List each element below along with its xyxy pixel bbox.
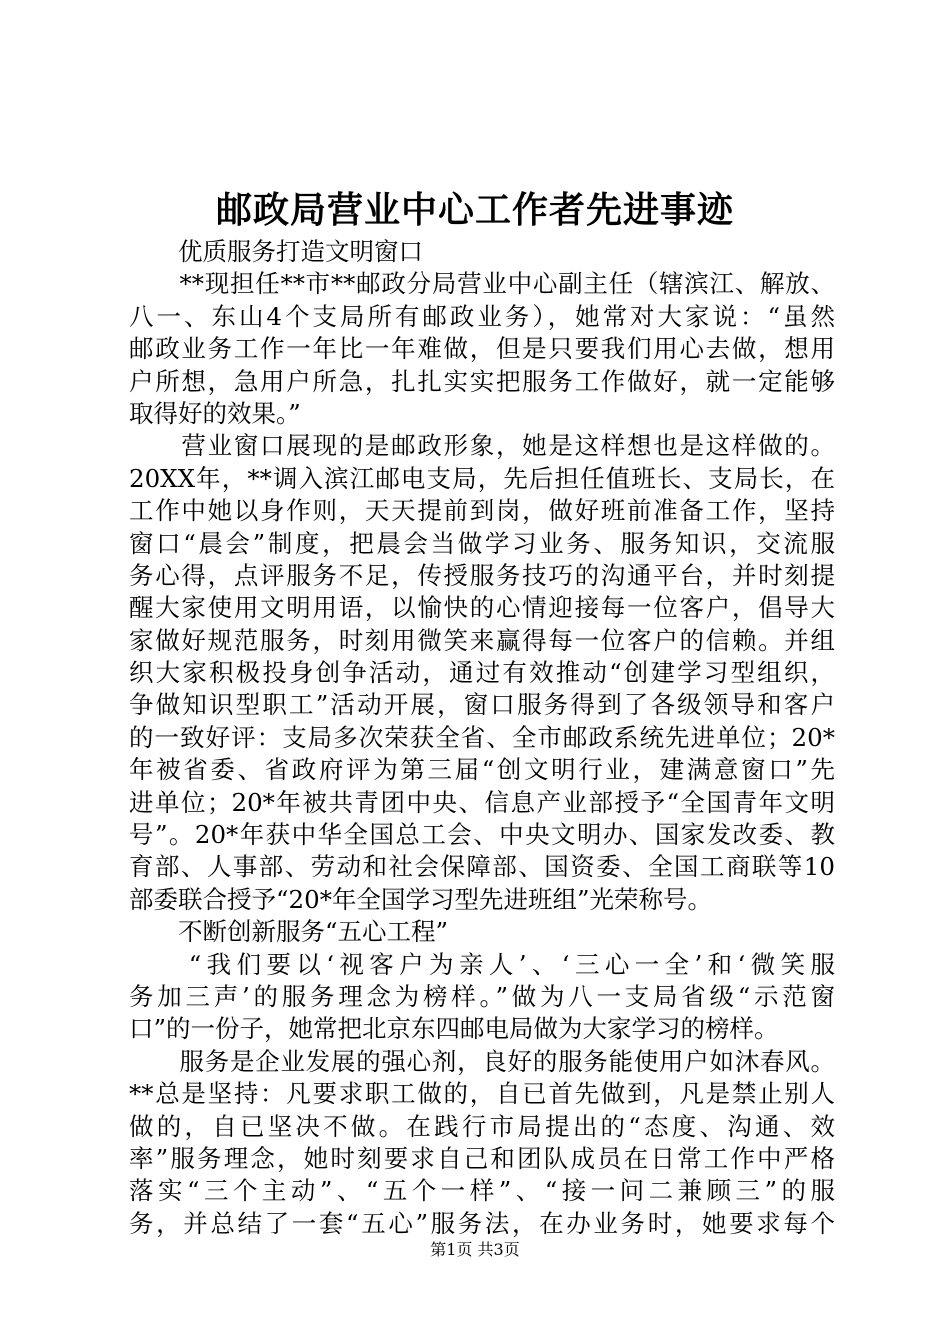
paragraph-line: “我们要以‘视客户为亲人’、‘三心一全’和‘微笑服 xyxy=(129,949,835,979)
paragraph-line: 争做知识型职工”活动开展，窗口服务得到了各级领导和客户 xyxy=(129,690,835,720)
subheading-quality-service: 优质服务打造文明窗口 xyxy=(129,237,423,266)
document-body xyxy=(129,236,835,1240)
paragraph-line: 做的，自已坚决不做。在践行市局提出的“态度、沟通、效 xyxy=(129,1111,835,1141)
paragraph-line: **总是坚持：凡要求职工做的，自已首先做到，凡是禁止别人 xyxy=(129,1079,835,1109)
paragraph-line: 服务是企业发展的强心剂，良好的服务能使用户如沐春风。 xyxy=(129,1046,835,1076)
paragraph-line: 醒大家使用文明用语，以愉快的心情迎接每一位客户，倡导大 xyxy=(129,593,835,623)
paragraph-line: 20XX年，**调入滨江邮电支局，先后担任值班长、支局长，在 xyxy=(129,463,835,493)
paragraph-line: 窗口“晨会”制度，把晨会当做学习业务、服务知识，交流服 xyxy=(129,528,835,558)
paragraph-line: 率”服务理念，她时刻要求自己和团队成员在日常工作中严格 xyxy=(129,1143,835,1173)
paragraph-line: **现担任**市**邮政分局营业中心副主任（辖滨江、解放、 xyxy=(129,269,835,299)
paragraph-line: 家做好规范服务，时刻用微笑来赢得每一位客户的信赖。并组 xyxy=(129,625,835,655)
paragraph-line: 取得好的效果。” xyxy=(129,398,301,428)
paragraph-line: 进单位；20*年被共青团中央、信息产业部授予“全国青年文明 xyxy=(129,787,835,817)
page-footer: 第1页 共3页 xyxy=(430,1240,520,1259)
paragraph-line: 八一、东山4个支局所有邮政业务），她常对大家说：“虽然 xyxy=(129,301,835,331)
paragraph-line: 落实“三个主动”、“五个一样”、“接一问二兼顾三”的服 xyxy=(129,1176,835,1206)
paragraph-line: 工作中她以身作则，天天提前到岗，做好班前准备工作，坚持 xyxy=(129,496,835,526)
document-title: 邮政局营业中心工作者先进事迹 xyxy=(215,189,734,231)
paragraph-line: 务，并总结了一套“五心”服务法，在办业务时，她要求每个 xyxy=(129,1208,835,1238)
paragraph-line: 年被省委、省政府评为第三届“创文明行业，建满意窗口”先 xyxy=(129,755,835,785)
subheading-five-hearts: 不断创新服务“五心工程” xyxy=(129,917,449,947)
paragraph-line: 营业窗口展现的是邮政形象，她是这样想也是这样做的。 xyxy=(129,431,835,461)
paragraph-line: 户所想，急用户所急，扎扎实实把服务工作做好，就一定能够 xyxy=(129,366,835,396)
paragraph-line: 务加三声’的服务理念为榜样。”做为八一支局省级“示范窗 xyxy=(129,981,835,1011)
paragraph-line: 织大家积极投身创争活动，通过有效推动“创建学习型组织， xyxy=(129,658,835,688)
paragraph-line: 邮政业务工作一年比一年难做，但是只要我们用心去做，想用 xyxy=(129,334,835,364)
paragraph-line: 务心得，点评服务不足，传授服务技巧的沟通平台，并时刻提 xyxy=(129,560,835,590)
paragraph-line: 口”的一份子，她常把北京东四邮电局做为大家学习的榜样。 xyxy=(129,1014,779,1044)
paragraph-line: 育部、人事部、劳动和社会保障部、国资委、全国工商联等10 xyxy=(129,852,835,882)
paragraph-line: 的一致好评：支局多次荣获全省、全市邮政系统先进单位；20* xyxy=(129,722,835,752)
paragraph-line: 号”。20*年获中华全国总工会、中央文明办、国家发改委、教 xyxy=(129,820,835,850)
paragraph-line: 部委联合授予“20*年全国学习型先进班组”光荣称号。 xyxy=(129,884,712,914)
